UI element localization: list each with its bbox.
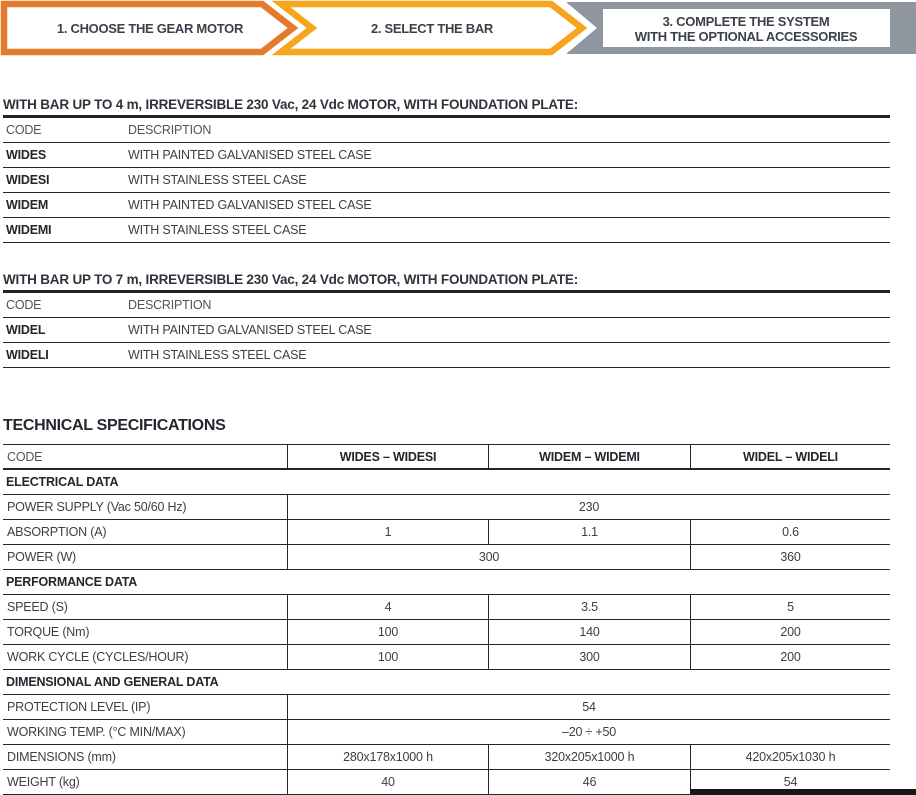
tech-value-cell: 3.5 <box>488 595 690 619</box>
product-table-7m <box>3 271 890 368</box>
tech-value-cell: 100 <box>287 645 488 669</box>
code-column-header: CODE <box>6 298 42 312</box>
tech-section-row <box>3 570 890 595</box>
description-cell: WITH STAINLESS STEEL CASE <box>128 173 307 187</box>
description-cell: WITH PAINTED GALVANISED STEEL CASE <box>128 198 372 212</box>
wizard-step-3[interactable] <box>566 2 916 54</box>
tech-value-cell: 360 <box>690 545 890 569</box>
tech-row-label: POWER (W) <box>7 550 77 564</box>
tech-data-row <box>3 495 890 520</box>
product-table-rows <box>3 293 890 368</box>
code-cell: WIDES <box>6 148 46 162</box>
tech-section-row <box>3 670 890 695</box>
table-row <box>3 318 890 343</box>
step3-label-line2: WITH THE OPTIONAL ACCESSORIES <box>634 29 858 44</box>
tech-data-row <box>3 645 890 670</box>
tech-value-cell: 200 <box>690 620 890 644</box>
table-row <box>3 168 890 193</box>
tech-data-row <box>3 620 890 645</box>
product-table-heading: WITH BAR UP TO 7 m, IRREVERSIBLE 230 Vac, 24 Vdc MOTOR, WITH FOUNDATION PLATE: <box>3 271 890 293</box>
description-cell: WITH STAINLESS STEEL CASE <box>128 348 307 362</box>
description-cell: WITH PAINTED GALVANISED STEEL CASE <box>128 148 372 162</box>
tech-value-cell: 0.6 <box>690 520 890 544</box>
code-cell: WIDEM <box>6 198 49 212</box>
tech-value-cell: 40 <box>287 770 488 794</box>
tech-row-label: ABSORPTION (A) <box>7 525 107 539</box>
code-column-header: CODE <box>6 123 42 137</box>
tech-row-label: WORKING TEMP. (°C MIN/MAX) <box>7 725 186 739</box>
tech-header-row <box>3 445 890 470</box>
tech-value-cell: 300 <box>488 645 690 669</box>
product-table-heading: WITH BAR UP TO 4 m, IRREVERSIBLE 230 Vac, 24 Vdc MOTOR, WITH FOUNDATION PLATE: <box>3 96 890 118</box>
table-header-row <box>3 118 890 143</box>
tech-value-cell: 46 <box>488 770 690 794</box>
page-footer-bar <box>690 789 916 795</box>
tech-value-cell: 1 <box>287 520 488 544</box>
tech-row-label: DIMENSIONS (mm) <box>7 750 116 764</box>
tech-value-cell: 54 <box>690 770 890 794</box>
tech-data-row <box>3 720 890 745</box>
tech-value-cell: 420x205x1030 h <box>690 745 890 769</box>
tech-section-name: PERFORMANCE DATA <box>6 575 138 589</box>
description-column-header: DESCRIPTION <box>128 298 212 312</box>
table-row <box>3 143 890 168</box>
tech-data-row <box>3 545 890 570</box>
table-row <box>3 343 890 368</box>
tech-data-row <box>3 595 890 620</box>
tech-data-row <box>3 520 890 545</box>
tech-value-cell: –20 ÷ +50 <box>287 720 890 744</box>
tech-model-column-header: WIDEM – WIDEMI <box>488 445 690 468</box>
tech-row-label: SPEED (S) <box>7 600 68 614</box>
description-cell: WITH PAINTED GALVANISED STEEL CASE <box>128 323 372 337</box>
tech-value-cell: 230 <box>287 495 890 519</box>
step1-label: 1. CHOOSE THE GEAR MOTOR <box>56 21 244 36</box>
tech-value-cell: 100 <box>287 620 488 644</box>
step2-label: 2. SELECT THE BAR <box>370 21 494 36</box>
tech-value-cell: 280x178x1000 h <box>287 745 488 769</box>
product-table-rows <box>3 118 890 243</box>
tech-row-label: WORK CYCLE (CYCLES/HOUR) <box>7 650 189 664</box>
table-row <box>3 193 890 218</box>
tech-row-label: PROTECTION LEVEL (IP) <box>7 700 151 714</box>
product-table-4m <box>3 96 890 243</box>
tech-section-row <box>3 470 890 495</box>
tech-code-header: CODE <box>7 449 43 464</box>
tech-row-label: POWER SUPPLY (Vac 50/60 Hz) <box>7 500 187 514</box>
code-cell: WIDEMI <box>6 223 52 237</box>
tech-specs-table <box>3 444 890 795</box>
description-cell: WITH STAINLESS STEEL CASE <box>128 223 307 237</box>
tech-data-row <box>3 695 890 720</box>
tech-row-label: TORQUE (Nm) <box>7 625 90 639</box>
tech-value-cell: 200 <box>690 645 890 669</box>
tech-value-cell: 1.1 <box>488 520 690 544</box>
wizard-step-2[interactable] <box>281 4 582 52</box>
tech-value-cell: 5 <box>690 595 890 619</box>
tech-model-column-header: WIDEL – WIDELI <box>690 445 890 468</box>
tech-value-cell: 4 <box>287 595 488 619</box>
tech-model-column-header: WIDES – WIDESI <box>287 445 488 468</box>
code-cell: WIDELI <box>6 348 49 362</box>
table-header-row <box>3 293 890 318</box>
description-column-header: DESCRIPTION <box>128 123 212 137</box>
tech-value-cell: 54 <box>287 695 890 719</box>
tech-section-name: ELECTRICAL DATA <box>6 475 119 489</box>
tech-data-row <box>3 745 890 770</box>
tech-value-cell: 320x205x1000 h <box>488 745 690 769</box>
tech-value-cell: 140 <box>488 620 690 644</box>
step3-label-line1: 3. COMPLETE THE SYSTEM <box>662 14 830 29</box>
tech-specs-title: TECHNICAL SPECIFICATIONS <box>3 417 226 434</box>
code-cell: WIDEL <box>6 323 46 337</box>
tech-section-name: DIMENSIONAL AND GENERAL DATA <box>6 675 219 689</box>
wizard-step-1[interactable] <box>4 4 293 52</box>
wizard-steps <box>0 0 916 58</box>
code-cell: WIDESI <box>6 173 50 187</box>
tech-row-label: WEIGHT (kg) <box>7 775 80 789</box>
table-row <box>3 218 890 243</box>
tech-value-cell: 300 <box>287 545 690 569</box>
